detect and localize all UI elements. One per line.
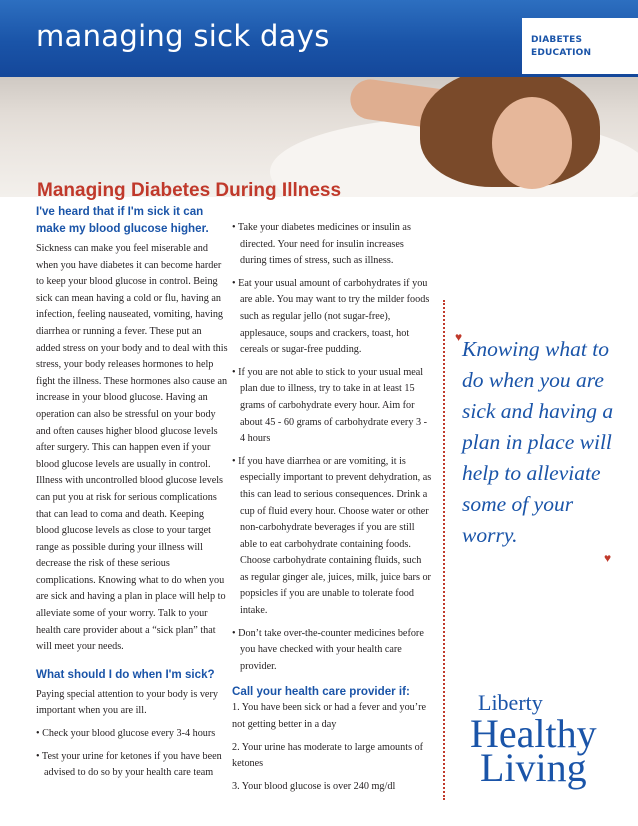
list-item: • Take your diabetes medicines or insulin as directed. Your need for insulin increases during times of stress, such as illness. <box>232 222 411 267</box>
numbered-item: 2. Your urine has moderate to large amounts of ketones <box>232 741 424 770</box>
attention-paragraph: Paying special attention to your body is very important when you are ill. <box>36 688 218 717</box>
list-item: • Test your urine for ketones if you have been advised to do so by your health care team <box>36 750 222 779</box>
list-item: • Don’t take over-the-counter medicines before you have checked with your health care provider. <box>232 627 424 672</box>
logo-line1: Liberty <box>478 690 543 715</box>
list-item: • Check your blood glucose every 3-4 hours <box>36 728 216 740</box>
numbered-item: 3. Your blood glucose is over 240 mg/dl <box>232 780 396 792</box>
pull-quote: Knowing what to do when you are sick and having a plan in place will help to alleviate some of your worry. <box>462 337 614 547</box>
list-item: • Eat your usual amount of carbohydrates if you are able. You may want to try the milder foods such as regular jello (not sugar-free), applesauce, soups and crackers, toast, hot cereals or sugar-free pudding. <box>232 277 430 356</box>
logo-line2: Healthy <box>470 711 597 756</box>
column-left <box>36 203 228 788</box>
logo-line3: Living <box>480 745 587 790</box>
numbered-item: 1. You have been sick or had a fever and you’re not getting better in a day <box>232 702 427 731</box>
subhead-what-to-do: What should I do when I'm sick? <box>36 667 215 681</box>
header-banner <box>0 0 638 77</box>
category-tab <box>522 18 638 74</box>
hero-face <box>492 97 572 189</box>
subhead-call-provider: Call your health care provider if: <box>232 685 410 699</box>
page-title: managing sick days <box>36 19 330 53</box>
section-title: Managing Diabetes During Illness <box>37 180 342 201</box>
liberty-healthy-living-logo <box>470 690 620 790</box>
list-item: • If you have diarrhea or are vomiting, it is especially important to prevent dehydration, as this can lead to serious consequences. Drink a cup of fluid every hour. Choose water or other non-carbohydrate beverages if you are still able to eat carbohydrate containing foods. Choose carbohydrate containing fluids, such as regular ginger ale, juices, milk, juice bars or popsicles if you are unable to tolerate food intake. <box>232 455 432 617</box>
heart-icon: ♥ <box>455 330 463 344</box>
heart-icon: ♥ <box>604 551 612 565</box>
hero-photo <box>0 77 638 197</box>
category-label-line2: EDUCATION <box>531 48 592 58</box>
dotted-divider <box>443 300 445 800</box>
column-middle <box>232 220 432 801</box>
category-label-line1: DIABETES <box>531 35 583 45</box>
intro-paragraph: Sickness can make you feel miserable and when you have diabetes it can become harder to keep your blood glucose in control. Being sick can mean having a cold or flu, having an infection, feeling nauseated, vomiting, having diarrhea or running a fever. These put an added stress on your body and to deal with this stress, your body releases hormones to help fight the illness. These hormones also cause an increase in your blood glucose. Having an operation can also be stressful on your body and often causes higher blood glucose levels after surgery. This can happen even if your blood glucose levels are usually in control. Illness with uncontrolled blood glucose levels can put you at risk for serious complications that can lead to coma and death. Keeping blood glucose levels as close to your target range as possible during your illness will decrease the risk of these serious complications. Knowing what to do when you are sick and having a plan in place will help to alleviate some of your worry. Talk to your health care provider about a “sick plan” that will meet your needs. <box>36 243 228 653</box>
subhead-sick-glucose: I've heard that if I'm sick it can make my blood glucose higher. <box>36 205 209 235</box>
list-item: • If you are not able to stick to your usual meal plan due to illness, try to take in at least 15 grams of carbohydrate every hour. Aim for about 45 - 60 grams of carbohydrate every 3 - 4 hours <box>232 366 427 445</box>
